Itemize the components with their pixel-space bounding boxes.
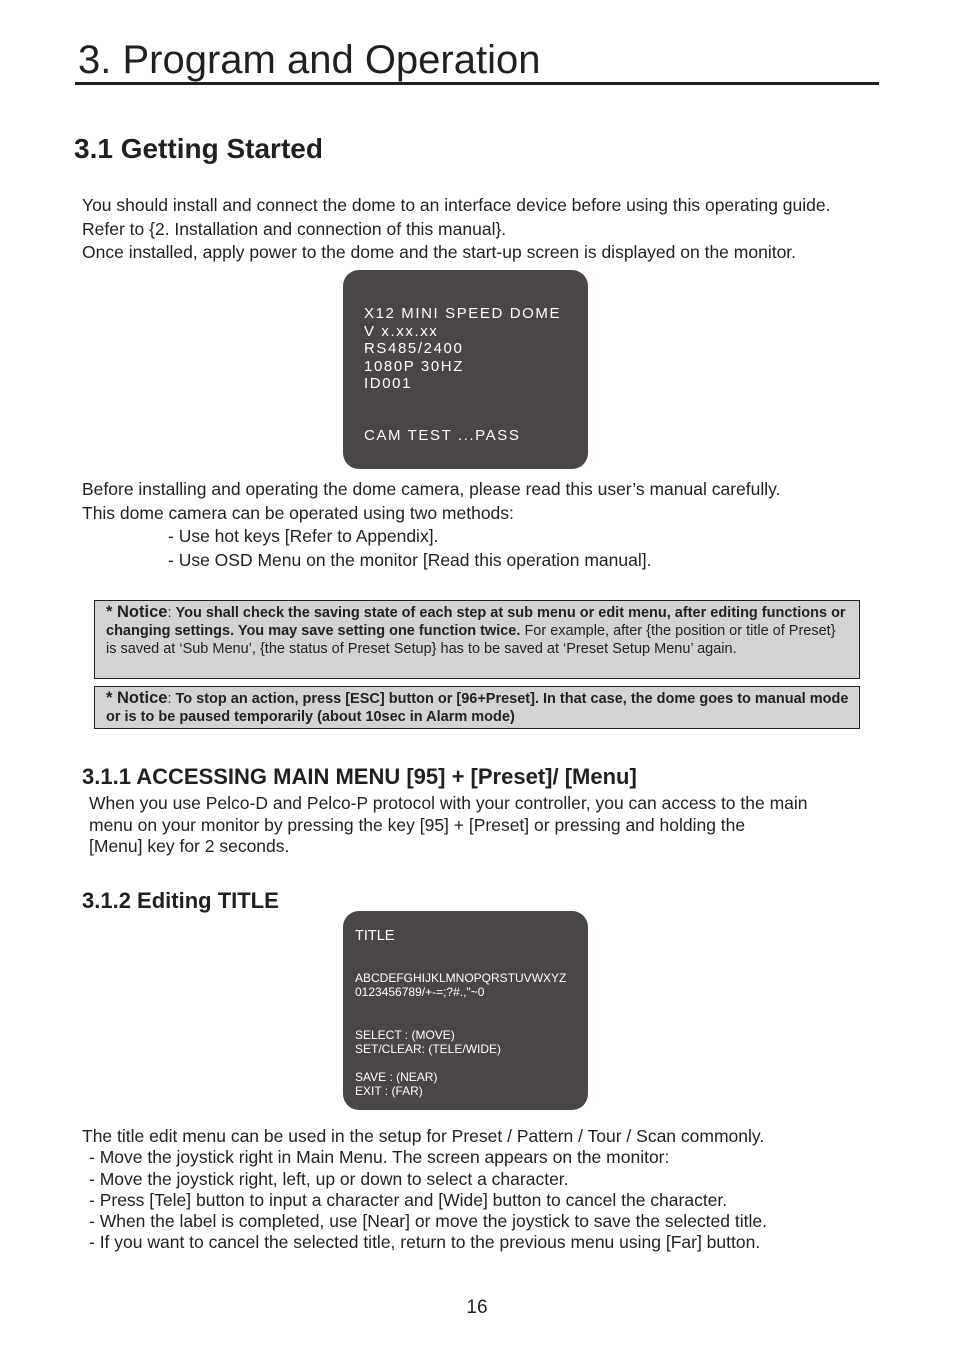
title-edit-screen xyxy=(343,911,588,1110)
title-save-hint: SAVE : (NEAR) xyxy=(355,1070,438,1084)
startup-status: CAM TEST ...PASS xyxy=(364,427,521,444)
methods-list xyxy=(168,525,651,572)
startup-screen xyxy=(343,270,588,469)
title-charset-digits: 0123456789/+-=;?#.,"~0 xyxy=(355,985,485,999)
title-select-hint: SELECT : (MOVE) xyxy=(355,1028,455,1042)
before-line: This dome camera can be operated using two methods: xyxy=(82,502,514,523)
notice-bold-text: You shall check the saving state of each step at sub menu or edit menu, after editing functions or changing settings. You may save setting one function twice. xyxy=(106,605,846,639)
title-edit-intro: The title edit menu can be used in the setup for Preset / Pattern / Tour / Scan commonly. xyxy=(82,1126,765,1146)
intro-line: Once installed, apply power to the dome and the start-up screen is displayed on the monitor. xyxy=(82,242,797,262)
main-menu-paragraph xyxy=(89,793,808,858)
chapter-title: 3. Program and Operation xyxy=(78,38,541,82)
startup-line: RS485/2400 xyxy=(364,340,464,357)
method-item: - Use OSD Menu on the monitor [Read this operation manual]. xyxy=(168,549,652,570)
instruction-item: - If you want to cancel the selected title, return to the previous menu using [Far] button. xyxy=(89,1232,761,1253)
intro-line: You should install and connect the dome to an interface device before using this operating guide. xyxy=(82,195,831,215)
notice-bold-text: To stop an action, press [ESC] button or [96+Preset]. In that case, the dome goes to manual mode or is to be paused temporarily (about 10sec in Alarm mode) xyxy=(106,691,849,725)
before-paragraph xyxy=(82,478,780,525)
instruction-item: - Move the joystick right, left, up or down to select a character. xyxy=(89,1168,569,1189)
notice-label: * Notice xyxy=(106,689,168,707)
title-edit-instructions xyxy=(82,1126,767,1254)
notice-label: * Notice xyxy=(106,603,168,621)
method-item: - Use hot keys [Refer to Appendix]. xyxy=(168,526,439,546)
notice-box-stop: * Notice: To stop an action, press [ESC] button or [96+Preset]. In that case, the dome goes to manual mode or is to be paused temporarily (about 10sec in Alarm mode) xyxy=(94,686,860,729)
subsection-title-main-menu: 3.1.1 ACCESSING MAIN MENU [95] + [Preset]/ [Menu] xyxy=(82,764,637,789)
before-line: Before installing and operating the dome camera, please read this user’s manual carefully. xyxy=(82,479,781,499)
instruction-item: - Move the joystick right in Main Menu. The screen appears on the monitor: xyxy=(89,1147,670,1168)
startup-line: V x.xx.xx xyxy=(364,322,439,340)
main-menu-line: menu on your monitor by pressing the key [95] + [Preset] or pressing and holding the xyxy=(89,814,746,835)
title-charset-letters: ABCDEFGHIJKLMNOPQRSTUVWXYZ xyxy=(355,971,567,985)
main-menu-line: [Menu] key for 2 seconds. xyxy=(89,836,290,856)
title-setclear-hint: SET/CLEAR: (TELE/WIDE) xyxy=(355,1042,502,1056)
subsection-title-editing: 3.1.2 Editing TITLE xyxy=(82,888,279,913)
section-title: 3.1 Getting Started xyxy=(74,133,323,164)
notice-text: For example, after {the position or title of Preset} is saved at ‘Sub Menu’, {the status of Preset Setup} has to be saved at ‘Preset Setup Menu’ again. xyxy=(106,623,836,657)
title-screen-heading: TITLE xyxy=(355,928,395,944)
page-number: 16 xyxy=(466,1297,488,1318)
startup-line: 1080P 30HZ xyxy=(364,357,464,375)
chapter-rule xyxy=(75,82,879,85)
startup-line: X12 MINI SPEED DOME xyxy=(364,305,562,322)
notice-box-saving: * Notice: You shall check the saving state of each step at sub menu or edit menu, after editing functions or changing settings. You may save setting one function twice. For example, after {the position or title of Preset} is saved at ‘Sub Menu’, {the status of Preset Setup} has to be saved at ‘Preset Setup Menu’ again. xyxy=(94,600,860,679)
instruction-item: - Press [Tele] button to input a character and [Wide] button to cancel the character. xyxy=(89,1189,728,1210)
intro-line: Refer to {2. Installation and connection of this manual}. xyxy=(82,218,507,239)
main-menu-line: When you use Pelco-D and Pelco-P protocol with your controller, you can access to the main xyxy=(89,793,808,813)
startup-line: ID001 xyxy=(364,375,413,392)
title-exit-hint: EXIT : (FAR) xyxy=(355,1084,423,1098)
instruction-item: - When the label is completed, use [Near] or move the joystick to save the selected title. xyxy=(89,1211,767,1232)
intro-paragraph xyxy=(82,194,830,265)
